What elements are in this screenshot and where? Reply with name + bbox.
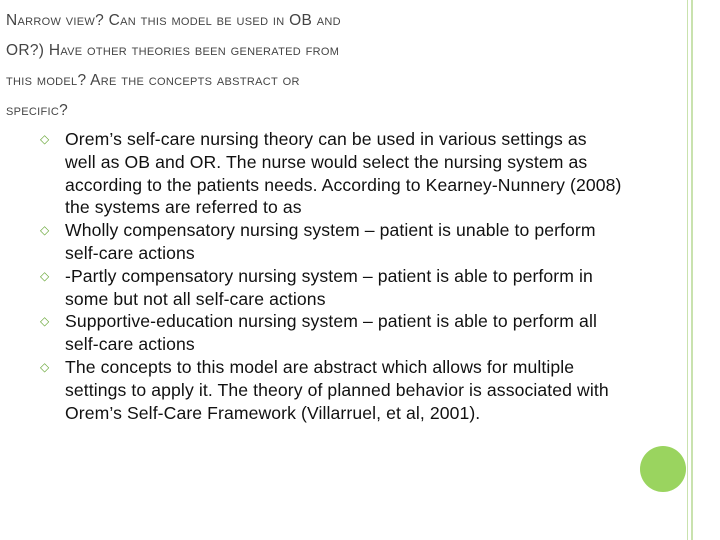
hollow-diamond-icon: ◇ xyxy=(40,223,50,238)
bullet-text: The concepts to this model are abstract which allows for multiple settings to apply it. The theory of planned behavior is associated with Orem’s Self-Care Framework (Villarruel, et al, 2001). xyxy=(65,356,609,423)
title-line: Narrow view? Can this model be used in OB and xyxy=(6,12,341,29)
bullet-item xyxy=(40,128,622,219)
bullet-text: Wholly compensatory nursing system – patient is unable to perform self-care actions xyxy=(65,220,596,263)
accent-circle xyxy=(640,446,686,492)
bullet-text: Supportive-education nursing system – patient is able to perform all self-care actions xyxy=(65,311,597,355)
hollow-diamond-icon: ◇ xyxy=(40,359,50,374)
title-line: OR?) Have other theories been generated from xyxy=(6,42,340,59)
bullet-item xyxy=(40,265,622,311)
bullet-item xyxy=(40,219,622,265)
edge-stripe xyxy=(691,0,693,540)
bullet-item xyxy=(40,356,622,424)
title-line: specific? xyxy=(6,102,69,119)
hollow-diamond-icon: ◇ xyxy=(40,132,50,146)
title-line: this model? Are the concepts abstract or xyxy=(6,72,300,89)
bullet-text: Orem’s self-care nursing theory can be used in various settings as well as OB and OR. The nurse would select the nursing system as according to the patients needs. According to Kearney-Nunnery (2008) the systems are referred to as xyxy=(65,129,622,218)
edge-stripe xyxy=(687,0,688,540)
hollow-diamond-icon: ◇ xyxy=(40,268,50,283)
hollow-diamond-icon: ◇ xyxy=(40,314,50,329)
bullet-text: -Partly compensatory nursing system – patient is able to perform in some but not all self-care actions xyxy=(65,265,593,309)
bullet-item xyxy=(40,310,622,356)
bullet-list xyxy=(40,128,622,424)
slide-title xyxy=(6,6,646,126)
